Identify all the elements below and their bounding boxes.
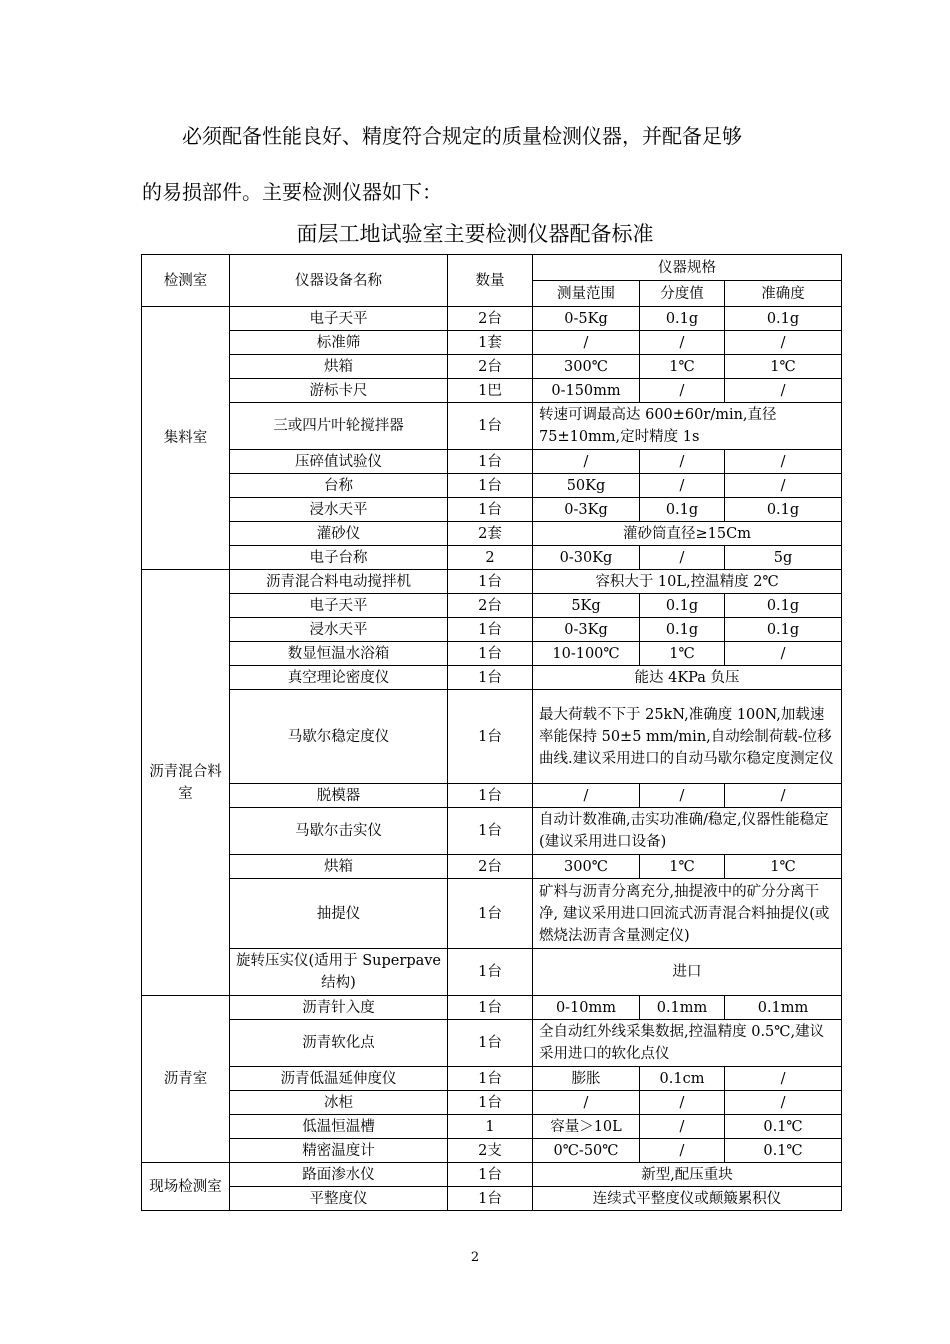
instrument-qty: 2套 xyxy=(448,522,533,546)
intro-line-2: 的易损部件。主要检测仪器如下： xyxy=(142,180,442,204)
table-row xyxy=(142,949,842,996)
table-row xyxy=(142,784,842,808)
division-value: 0.1g xyxy=(640,594,725,618)
measure-range: 容量＞10L xyxy=(533,1115,640,1139)
intro-paragraph xyxy=(142,108,822,220)
header-division: 分度值 xyxy=(640,281,725,307)
accuracy-value: 0.1℃ xyxy=(725,1139,842,1163)
instrument-name: 沥青软化点 xyxy=(230,1020,448,1067)
table-row xyxy=(142,1139,842,1163)
measure-range: 10-100℃ xyxy=(533,642,640,666)
accuracy-value: 0.1mm xyxy=(725,996,842,1020)
instrument-qty: 1台 xyxy=(448,690,533,784)
instrument-name: 冰柜 xyxy=(230,1091,448,1115)
instrument-spec: 新型,配压重块 xyxy=(533,1163,842,1187)
room-cell: 集料室 xyxy=(142,307,230,570)
measure-range: 0-10mm xyxy=(533,996,640,1020)
table-row xyxy=(142,690,842,784)
instrument-qty: 1台 xyxy=(448,618,533,642)
instrument-name: 路面渗水仪 xyxy=(230,1163,448,1187)
accuracy-value: / xyxy=(725,1091,842,1115)
table-row xyxy=(142,666,842,690)
accuracy-value: / xyxy=(725,642,842,666)
header-qty: 数量 xyxy=(448,255,533,307)
division-value: 0.1cm xyxy=(640,1067,725,1091)
division-value: / xyxy=(640,331,725,355)
division-value: / xyxy=(640,450,725,474)
instrument-spec: 转速可调最高达 600±60r/min,直径 75±10mm,定时精度 1s xyxy=(533,403,842,450)
measure-range: 膨胀 xyxy=(533,1067,640,1091)
instrument-qty: 1台 xyxy=(448,498,533,522)
measure-range: / xyxy=(533,1091,640,1115)
measure-range: 0-5Kg xyxy=(533,307,640,331)
measure-range: 50Kg xyxy=(533,474,640,498)
instrument-qty: 1台 xyxy=(448,784,533,808)
measure-range: 0℃-50℃ xyxy=(533,1139,640,1163)
table-row xyxy=(142,570,842,594)
division-value: 0.1g xyxy=(640,307,725,331)
instrument-name: 三或四片叶轮搅拌器 xyxy=(230,403,448,450)
table-row xyxy=(142,618,842,642)
division-value: 1℃ xyxy=(640,855,725,879)
instrument-qty: 1套 xyxy=(448,331,533,355)
division-value: / xyxy=(640,784,725,808)
instrument-name: 数显恒温水浴箱 xyxy=(230,642,448,666)
accuracy-value: / xyxy=(725,474,842,498)
instrument-qty: 1巴 xyxy=(448,379,533,403)
division-value: 1℃ xyxy=(640,642,725,666)
instrument-qty: 1台 xyxy=(448,474,533,498)
instrument-name: 平整度仪 xyxy=(230,1187,448,1211)
accuracy-value: 0.1g xyxy=(725,618,842,642)
instrument-name: 浸水天平 xyxy=(230,618,448,642)
instrument-name: 台称 xyxy=(230,474,448,498)
measure-range: 0-150mm xyxy=(533,379,640,403)
table-row xyxy=(142,403,842,450)
table-row xyxy=(142,546,842,570)
instrument-name: 游标卡尺 xyxy=(230,379,448,403)
instrument-name: 马歇尔稳定度仪 xyxy=(230,690,448,784)
instrument-name: 电子天平 xyxy=(230,307,448,331)
room-cell: 沥青混合料室 xyxy=(142,570,230,996)
measure-range: 0-3Kg xyxy=(533,498,640,522)
accuracy-value: 1℃ xyxy=(725,855,842,879)
instrument-qty: 1台 xyxy=(448,450,533,474)
measure-range: / xyxy=(533,450,640,474)
division-value: / xyxy=(640,474,725,498)
instrument-spec: 矿料与沥青分离充分,抽提液中的矿分分离干净, 建议采用进口回流式沥青混合料抽提仪(或燃烧法沥青含量测定仪) xyxy=(533,879,842,949)
instrument-name: 电子天平 xyxy=(230,594,448,618)
measure-range: 300℃ xyxy=(533,355,640,379)
measure-range: 5Kg xyxy=(533,594,640,618)
table-title: 面层工地试验室主要检测仪器配备标准 xyxy=(296,222,654,246)
instrument-qty: 1台 xyxy=(448,1067,533,1091)
accuracy-value: 0.1g xyxy=(725,498,842,522)
accuracy-value: 5g xyxy=(725,546,842,570)
table-row xyxy=(142,808,842,855)
instrument-spec: 自动计数准确,击实功准确/稳定,仪器性能稳定(建议采用进口设备) xyxy=(533,808,842,855)
table-row xyxy=(142,879,842,949)
instrument-name: 脱模器 xyxy=(230,784,448,808)
instrument-qty: 1台 xyxy=(448,1187,533,1211)
table-row xyxy=(142,1115,842,1139)
table-row xyxy=(142,642,842,666)
table-row xyxy=(142,1091,842,1115)
instrument-qty: 2 xyxy=(448,546,533,570)
instrument-name: 马歇尔击实仪 xyxy=(230,808,448,855)
accuracy-value: 0.1g xyxy=(725,307,842,331)
instrument-spec: 全自动红外线采集数据,控温精度 0.5℃,建议采用进口的软化点仪 xyxy=(533,1020,842,1067)
table-row xyxy=(142,522,842,546)
instrument-qty: 1台 xyxy=(448,666,533,690)
accuracy-value: 1℃ xyxy=(725,355,842,379)
measure-range: 0-30Kg xyxy=(533,546,640,570)
instrument-spec: 连续式平整度仪或颠簸累积仪 xyxy=(533,1187,842,1211)
instrument-name: 低温恒温槽 xyxy=(230,1115,448,1139)
table-row xyxy=(142,498,842,522)
accuracy-value: / xyxy=(725,379,842,403)
table-row xyxy=(142,855,842,879)
instrument-qty: 2台 xyxy=(448,307,533,331)
instrument-qty: 1台 xyxy=(448,403,533,450)
table-row xyxy=(142,474,842,498)
instrument-name: 沥青低温延伸度仪 xyxy=(230,1067,448,1091)
division-value: / xyxy=(640,1091,725,1115)
accuracy-value: / xyxy=(725,331,842,355)
instrument-qty: 1台 xyxy=(448,996,533,1020)
instrument-name: 抽提仪 xyxy=(230,879,448,949)
table-row xyxy=(142,307,842,331)
division-value: / xyxy=(640,1139,725,1163)
accuracy-value: 0.1g xyxy=(725,594,842,618)
instrument-name: 标准筛 xyxy=(230,331,448,355)
division-value: / xyxy=(640,379,725,403)
instrument-name: 压碎值试验仪 xyxy=(230,450,448,474)
header-name: 仪器设备名称 xyxy=(230,255,448,307)
accuracy-value: 0.1℃ xyxy=(725,1115,842,1139)
instrument-qty: 1台 xyxy=(448,879,533,949)
table-row xyxy=(142,1163,842,1187)
instrument-name: 真空理论密度仪 xyxy=(230,666,448,690)
instrument-table xyxy=(141,254,842,1211)
measure-range: 300℃ xyxy=(533,855,640,879)
table-row xyxy=(142,1187,842,1211)
table-row xyxy=(142,996,842,1020)
instrument-qty: 2台 xyxy=(448,855,533,879)
accuracy-value: / xyxy=(725,1067,842,1091)
instrument-qty: 2台 xyxy=(448,594,533,618)
table-row xyxy=(142,379,842,403)
page-number: 2 xyxy=(470,1250,480,1265)
instrument-qty: 1台 xyxy=(448,1020,533,1067)
instrument-spec: 进口 xyxy=(533,949,842,996)
instrument-spec: 能达 4KPa 负压 xyxy=(533,666,842,690)
instrument-name: 沥青混合料电动搅拌机 xyxy=(230,570,448,594)
room-cell: 现场检测室 xyxy=(142,1163,230,1211)
table-row xyxy=(142,355,842,379)
instrument-name: 旋转压实仪(适用于 Superpave 结构) xyxy=(230,949,448,996)
accuracy-value: / xyxy=(725,784,842,808)
table-row xyxy=(142,450,842,474)
instrument-spec: 最大荷载不下于 25kN,准确度 100N,加载速率能保持 50±5 mm/min,自动绘制荷载-位移曲线.建议采用进口的自动马歇尔稳定度测定仪 xyxy=(533,690,842,784)
instrument-name: 浸水天平 xyxy=(230,498,448,522)
instrument-qty: 1台 xyxy=(448,808,533,855)
instrument-qty: 1台 xyxy=(448,1091,533,1115)
instrument-qty: 1台 xyxy=(448,642,533,666)
instrument-name: 烘箱 xyxy=(230,355,448,379)
instrument-qty: 2支 xyxy=(448,1139,533,1163)
header-range: 测量范围 xyxy=(533,281,640,307)
table-row xyxy=(142,1067,842,1091)
division-value: 0.1g xyxy=(640,618,725,642)
header-room: 检测室 xyxy=(142,255,230,307)
header-accuracy: 准确度 xyxy=(725,281,842,307)
division-value: 0.1mm xyxy=(640,996,725,1020)
measure-range: / xyxy=(533,784,640,808)
division-value: / xyxy=(640,546,725,570)
division-value: 1℃ xyxy=(640,355,725,379)
division-value: 0.1g xyxy=(640,498,725,522)
accuracy-value: / xyxy=(725,450,842,474)
header-spec: 仪器规格 xyxy=(533,255,842,281)
intro-line-1: 必须配备性能良好、精度符合规定的质量检测仪器，并配备足够 xyxy=(182,124,742,148)
measure-range: / xyxy=(533,331,640,355)
instrument-qty: 2台 xyxy=(448,355,533,379)
instrument-name: 电子台称 xyxy=(230,546,448,570)
instrument-spec: 灌砂筒直径≥15Cm xyxy=(533,522,842,546)
instrument-qty: 1台 xyxy=(448,949,533,996)
table-row xyxy=(142,594,842,618)
division-value: / xyxy=(640,1115,725,1139)
instrument-qty: 1台 xyxy=(448,1163,533,1187)
table-row xyxy=(142,1020,842,1067)
instrument-name: 烘箱 xyxy=(230,855,448,879)
instrument-name: 灌砂仪 xyxy=(230,522,448,546)
measure-range: 0-3Kg xyxy=(533,618,640,642)
instrument-spec: 容积大于 10L,控温精度 2℃ xyxy=(533,570,842,594)
instrument-name: 精密温度计 xyxy=(230,1139,448,1163)
instrument-qty: 1台 xyxy=(448,570,533,594)
instrument-name: 沥青针入度 xyxy=(230,996,448,1020)
instrument-qty: 1 xyxy=(448,1115,533,1139)
table-row xyxy=(142,331,842,355)
room-cell: 沥青室 xyxy=(142,996,230,1163)
